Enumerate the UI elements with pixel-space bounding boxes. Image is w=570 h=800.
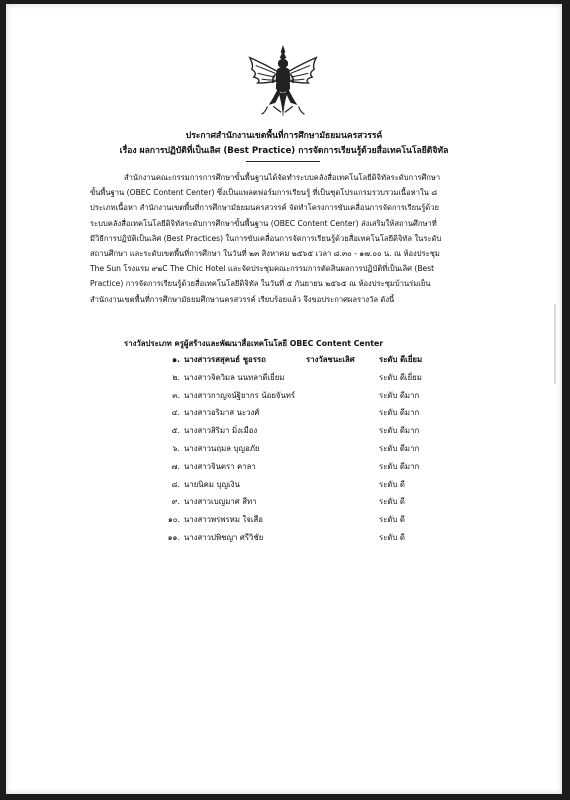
announcement-title: ประกาศสำนักงานเขตพื้นที่การศึกษามัธยมนครสวรรค์ — [185, 131, 383, 141]
winner-row — [146, 461, 466, 479]
winner-number: ๔. — [171, 408, 180, 418]
winner-name: นางสาวอริมาส นะวงศ์ — [184, 408, 260, 418]
winner-level: ระดับ ดีเยี่ยม — [379, 355, 423, 364]
winner-row — [146, 354, 466, 372]
winner-number: ๒. — [172, 372, 180, 382]
winner-number: ๘. — [171, 479, 180, 489]
body-line: Practice) การจัดการเรียนรู้ด้วยสื่อเทคโนโลยีดิจิทัล ในวันที่ ๕ กันยายน ๒๕๖๕ ณ ห้องประชุมบ้านร่มเย็น — [90, 279, 431, 289]
winner-level: ระดับ ดีเยี่ยม — [379, 372, 422, 382]
body-line: ขั้นพื้นฐาน (OBEC Content Center) ซึ่งเป็นแพลตฟอร์มการเรียนรู้ ที่เป็นชุดโปรแกรมรวบรวมเนื้อหาใน ๘ — [90, 188, 438, 198]
winner-number: ๕. — [171, 426, 180, 436]
document-page — [6, 4, 562, 794]
winner-name: นางสาวรสสุคนธ์ ชูอรรถ — [184, 355, 266, 364]
body-line: มีวิธีการปฏิบัติเป็นเลิศ (Best Practices) ในการขับเคลื่อนการจัดการเรียนรู้ด้วยสื่อเทคโนโลยีดิจิทัล ในระดับ — [90, 233, 442, 243]
announcement-body — [90, 170, 520, 307]
winner-row — [146, 407, 466, 425]
winner-name: นางสาวสิริมา มิ่งเมือง — [184, 426, 258, 436]
body-line: สำนักงานเขตพื้นที่การศึกษามัธยมศึกษานครสวรรค์ เรียบร้อยแล้ว จึงขอประกาศผลรางวัล ดังนี้ — [90, 294, 395, 304]
title-divider — [246, 161, 320, 162]
winner-number: ๗. — [171, 461, 180, 471]
winner-award: รางวัลชนะเลิศ — [306, 355, 355, 364]
winner-row — [146, 479, 466, 497]
winner-name: นางสาวเบญมาศ สีทา — [184, 497, 257, 507]
winner-level: ระดับ ดีมาก — [379, 426, 420, 436]
garuda-emblem-icon — [244, 44, 322, 122]
winner-level: ระดับ ดี — [379, 515, 405, 525]
scan-edge-mark — [554, 304, 556, 384]
winner-level: ระดับ ดีมาก — [379, 408, 420, 418]
body-line: สำนักงานคณะกรรมการการศึกษาขั้นพื้นฐานได้จัดทำระบบคลังสื่อเทคโนโลยีดิจิทัลระดับการศึกษา — [124, 173, 441, 182]
winner-number: ๑๐. — [167, 515, 180, 525]
winner-level: ระดับ ดีมาก — [379, 443, 420, 453]
winner-number: ๖. — [172, 443, 180, 453]
winner-name: นางสาวจิตวิมล นนทลาดีเยี่ยม — [184, 372, 285, 382]
winner-level: ระดับ ดี — [379, 532, 405, 542]
winner-name: นางสาวนฤมล บุญอภัย — [184, 443, 260, 453]
winner-number: ๓. — [172, 390, 180, 400]
winner-number: ๑๑. — [167, 532, 180, 542]
winner-level: ระดับ ดีมาก — [379, 461, 420, 471]
winner-number: ๑. — [172, 355, 180, 364]
winner-name: นางสาวปพิชญา ศรีวิชัย — [184, 532, 264, 542]
winner-row — [146, 372, 466, 390]
winner-row — [146, 496, 466, 514]
announcement-subject: เรื่อง ผลการปฏิบัติที่เป็นเลิศ (Best Practice) การจัดการเรียนรู้ด้วยสื่อเทคโนโลยีดิจิทัล — [119, 146, 449, 156]
winner-row — [146, 514, 466, 532]
winner-name: นางสาวพรพรหม ใจเสือ — [184, 515, 263, 525]
winner-level: ระดับ ดี — [379, 497, 405, 507]
winner-number: ๙. — [171, 497, 180, 507]
body-line: สถานศึกษา และระดับเขตพื้นที่การศึกษา ในวันที่ ๒๓ สิงหาคม ๒๕๖๕ เวลา ๘.๓๐ - ๑๗.๐๐ น. ณ ห้องประชุม — [90, 249, 440, 259]
winner-row — [146, 425, 466, 443]
winner-level: ระดับ ดี — [379, 479, 405, 489]
body-line: ระบบคลังสื่อเทคโนโลยีดิจิทัลระดับการศึกษาขั้นพื้นฐาน (OBEC Content Center) ส่งเสริมให้สถานศึกษาที่ — [90, 218, 437, 228]
winner-name: นางสาวกาญจน์ฐิยากร น้อยจันทร์ — [184, 390, 296, 400]
winners-list — [146, 354, 466, 550]
winner-name: นางสาวจินตรา คาลา — [184, 461, 256, 471]
winner-row — [146, 443, 466, 461]
winner-row — [146, 390, 466, 408]
body-line: ประเภทเนื้อหา สำนักงานเขตพื้นที่การศึกษามัธยมนครสวรรค์ จัดทำโครงการขับเคลื่อนการจัดการเรียนรู้ด้วย — [90, 203, 439, 213]
body-line: The Sun โรงแรม ๙๒C The Chic Hotel และจัดประชุมคณะกรรมการตัดสินผลการปฏิบัติที่เป็นเลิศ (Best — [90, 264, 435, 274]
winner-level: ระดับ ดีมาก — [379, 390, 420, 400]
winner-name: นายนิคม บุญเงิน — [184, 479, 240, 489]
winner-row — [146, 532, 466, 550]
award-category-heading: รางวัลประเภท ครูผู้สร้างและพัฒนาสื่อเทคโนโลยี OBEC Content Center — [124, 339, 384, 348]
